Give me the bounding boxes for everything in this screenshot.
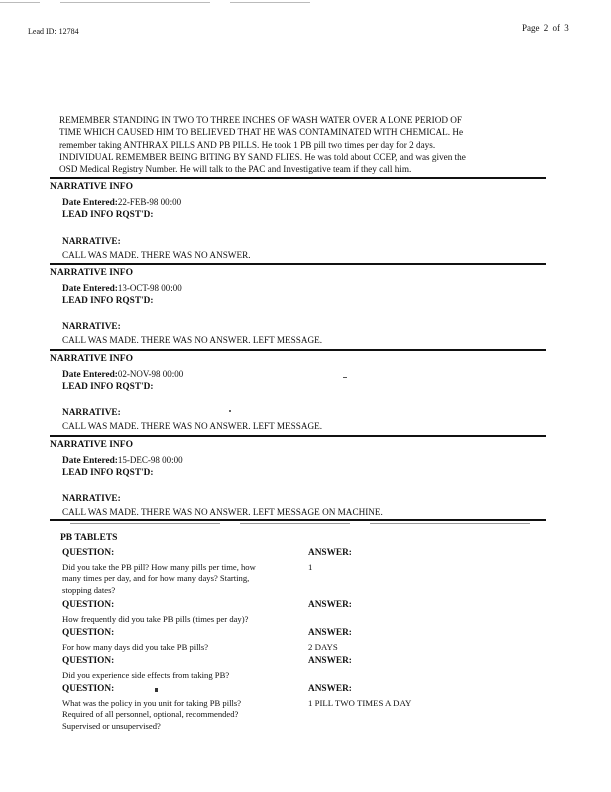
question-text	[62, 614, 287, 625]
date-entered-row	[62, 197, 181, 208]
paragraph-line: remember taking ANTHRAX PILLS AND PB PILLS. He took 1 PB pill two times per day for 2 days.	[59, 139, 436, 150]
date-entered-row	[62, 369, 183, 380]
answer-label: ANSWER:	[308, 684, 352, 694]
scan-artifact-speck	[155, 688, 158, 692]
answer-label: ANSWER:	[308, 628, 352, 638]
lead-id: Lead ID: 12784	[28, 27, 79, 36]
narrative-label: NARRATIVE:	[62, 322, 121, 332]
narrative-label: NARRATIVE:	[62, 237, 121, 247]
answer-value: 1 PILL TWO TIMES A DAY	[308, 698, 412, 708]
date-entered-label: Date Entered:	[62, 456, 118, 466]
date-entered-label: Date Entered:	[62, 370, 118, 380]
narrative-text: CALL WAS MADE. THERE WAS NO ANSWER.	[62, 250, 251, 260]
question-label: QUESTION:	[62, 656, 115, 666]
question-line: What was the policy in you unit for taking PB pills?	[62, 698, 242, 708]
narrative-text: CALL WAS MADE. THERE WAS NO ANSWER. LEFT MESSAGE ON MACHINE.	[62, 507, 383, 517]
question-line: many times per day, and for how many days? Starting,	[62, 573, 250, 584]
date-entered-row	[62, 455, 183, 466]
question-text	[62, 670, 287, 681]
date-entered-value: 15-DEC-98 00:00	[117, 455, 183, 465]
narrative-info-heading: NARRATIVE INFO	[50, 268, 133, 278]
question-label: QUESTION:	[62, 684, 115, 694]
lead-info-label: LEAD INFO RQST'D:	[62, 382, 154, 392]
paragraph-line: OSD Medical Registry Number. He will talk to the PAC and Investigative team if they call him.	[59, 164, 412, 175]
lead-info-label: LEAD INFO RQST'D:	[62, 468, 154, 478]
narrative-label: NARRATIVE:	[62, 494, 121, 504]
question-line: For how many days did you take PB pills?	[62, 642, 209, 652]
narrative-info-heading: NARRATIVE INFO	[50, 354, 133, 364]
section-divider	[50, 177, 546, 179]
paragraph-line: INDIVIDUAL REMEMBER BEING BITING BY SAND FLIES. He was told about CCEP, and was given the	[59, 151, 466, 162]
question-text	[62, 698, 287, 732]
narrative-info-heading: NARRATIVE INFO	[50, 440, 133, 450]
question-line: Did you experience side effects from taking PB?	[62, 670, 230, 680]
date-entered-label: Date Entered:	[62, 284, 118, 294]
question-line: How frequently did you take PB pills (times per day)?	[62, 614, 249, 624]
pb-tablets-heading: PB TABLETS	[60, 533, 118, 543]
date-entered-value: 13-OCT-98 00:00	[117, 283, 182, 293]
date-entered-value: 02-NOV-98 00:00	[117, 369, 184, 379]
narrative-text: CALL WAS MADE. THERE WAS NO ANSWER. LEFT MESSAGE.	[62, 421, 323, 431]
section-divider	[50, 349, 546, 351]
date-entered-value: 22-FEB-98 00:00	[117, 197, 182, 207]
lead-info-label: LEAD INFO RQST'D:	[62, 210, 154, 220]
answer-label: ANSWER:	[308, 656, 352, 666]
scan-artifact-rule	[240, 523, 350, 524]
question-text	[62, 642, 287, 653]
paragraph-line: TIME WHICH CAUSED HIM TO BELIEVED THAT HE WAS CONTAMINATED WITH CHEMICAL. He	[59, 127, 464, 138]
question-label: QUESTION:	[62, 600, 115, 610]
question-label: QUESTION:	[62, 548, 115, 558]
intro-paragraph	[59, 114, 529, 175]
scan-artifact-speck	[229, 410, 231, 412]
scan-artifact-mark	[343, 377, 347, 378]
question-line: stopping dates?	[62, 584, 116, 595]
scan-artifact-rule	[230, 2, 310, 3]
scan-artifact-rule	[70, 523, 220, 524]
question-text	[62, 562, 287, 596]
scan-artifact-rule	[60, 2, 210, 3]
answer-value: 1	[308, 562, 313, 572]
question-line: Supervised or unsupervised?	[62, 720, 161, 731]
date-entered-row	[62, 283, 182, 294]
page-number: Page 2 of 3	[522, 23, 569, 33]
question-label: QUESTION:	[62, 628, 115, 638]
scan-artifact-rule	[370, 523, 530, 524]
paragraph-line: REMEMBER STANDING IN TWO TO THREE INCHES OF WASH WATER OVER A LONE PERIOD OF	[59, 115, 463, 125]
question-line: Required of all personnel, optional, recommended?	[62, 709, 239, 720]
date-entered-label: Date Entered:	[62, 198, 118, 208]
narrative-label: NARRATIVE:	[62, 408, 121, 418]
section-divider	[50, 263, 546, 265]
narrative-text: CALL WAS MADE. THERE WAS NO ANSWER. LEFT MESSAGE.	[62, 335, 323, 345]
answer-value: 2 DAYS	[308, 642, 338, 652]
narrative-info-heading: NARRATIVE INFO	[50, 182, 133, 192]
scan-artifact-rule	[0, 2, 40, 3]
answer-label: ANSWER:	[308, 600, 352, 610]
section-divider	[50, 519, 546, 521]
answer-label: ANSWER:	[308, 548, 352, 558]
question-line: Did you take the PB pill? How many pills per time, how	[62, 562, 256, 572]
lead-info-label: LEAD INFO RQST'D:	[62, 296, 154, 306]
section-divider	[50, 435, 546, 437]
